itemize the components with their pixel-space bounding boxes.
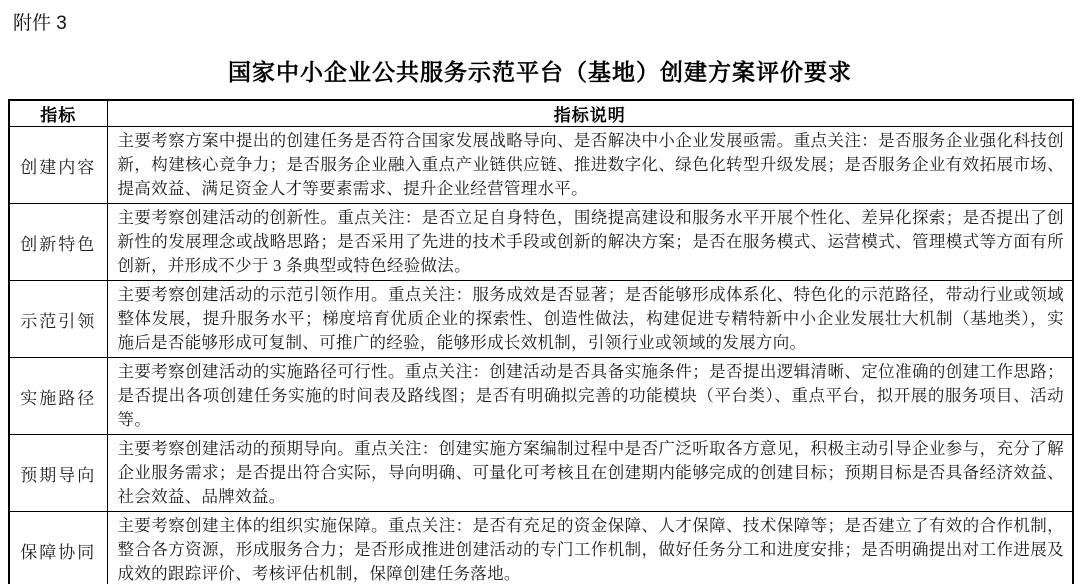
table-row (9, 435, 1073, 512)
evaluation-table (8, 99, 1074, 584)
description-cell: 主要考察创建活动的实施路径可行性。重点关注：创建活动是否具备实施条件；是否提出逻辑清晰、定位准确的创建工作思路；是否提出各项创建任务实施的时间表及路线图；是否有明确拟完善的功能模块（平台类）、重点平台，拟开展的服务项目、活动等。 (107, 358, 1073, 435)
attachment-label: 附件 3 (13, 13, 67, 34)
table-row (9, 281, 1073, 358)
table-row (9, 127, 1073, 204)
indicator-cell: 创建内容 (9, 127, 107, 204)
description-cell: 主要考察创建活动的示范引领作用。重点关注：服务成效是否显著；是否能够形成体系化、特色化的示范路径，带动行业或领域整体发展，提升服务水平；梯度培育优质企业的探索性、创造性做法，构建促进专精特新中小企业发展壮大机制（基地类），实施后是否能够形成可复制、可推广的经验，能够形成长效机制，引领行业或领域的发展方向。 (107, 281, 1073, 358)
table-row (9, 512, 1073, 584)
table-header-row (9, 100, 1073, 127)
table-row (9, 204, 1073, 281)
table-header-indicator: 指标 (9, 100, 107, 127)
indicator-cell: 保障协同 (9, 512, 107, 584)
description-cell: 主要考察方案中提出的创建任务是否符合国家发展战略导向、是否解决中小企业发展亟需。重点关注：是否服务企业强化科技创新，构建核心竞争力；是否服务企业融入重点产业链供应链、推进数字化、绿色化转型升级发展；是否服务企业有效拓展市场、提高效益、满足资金人才等要素需求、提升企业经营管理水平。 (107, 127, 1073, 204)
table-row (9, 358, 1073, 435)
description-cell: 主要考察创建主体的组织实施保障。重点关注：是否有充足的资金保障、人才保障、技术保障等；是否建立了有效的合作机制，整合各方资源，形成服务合力；是否形成推进创建活动的专门工作机制，做好任务分工和进度安排；是否明确提出对工作进展及成效的跟踪评价、考核评估机制，保障创建任务落地。 (107, 512, 1073, 584)
indicator-cell: 预期导向 (9, 435, 107, 512)
table-header-description: 指标说明 (107, 100, 1073, 127)
indicator-cell: 实施路径 (9, 358, 107, 435)
indicator-cell: 示范引领 (9, 281, 107, 358)
description-cell: 主要考察创建活动的创新性。重点关注：是否立足自身特色，围绕提高建设和服务水平开展个性化、差异化探索；是否提出了创新性的发展理念或战略思路；是否采用了先进的技术手段或创新的解决方案；是否在服务模式、运营模式、管理模式等方面有所创新，并形成不少于 3 条典型或特色经验做法。 (107, 204, 1073, 281)
page-title: 国家中小企业公共服务示范平台（基地）创建方案评价要求 (228, 60, 852, 85)
indicator-cell: 创新特色 (9, 204, 107, 281)
description-cell: 主要考察创建活动的预期导向。重点关注：创建实施方案编制过程中是否广泛听取各方意见，积极主动引导企业参与，充分了解企业服务需求；是否提出符合实际，导向明确、可量化可考核且在创建期内能够完成的创建目标；预期目标是否具备经济效益、社会效益、品牌效益。 (107, 435, 1073, 512)
